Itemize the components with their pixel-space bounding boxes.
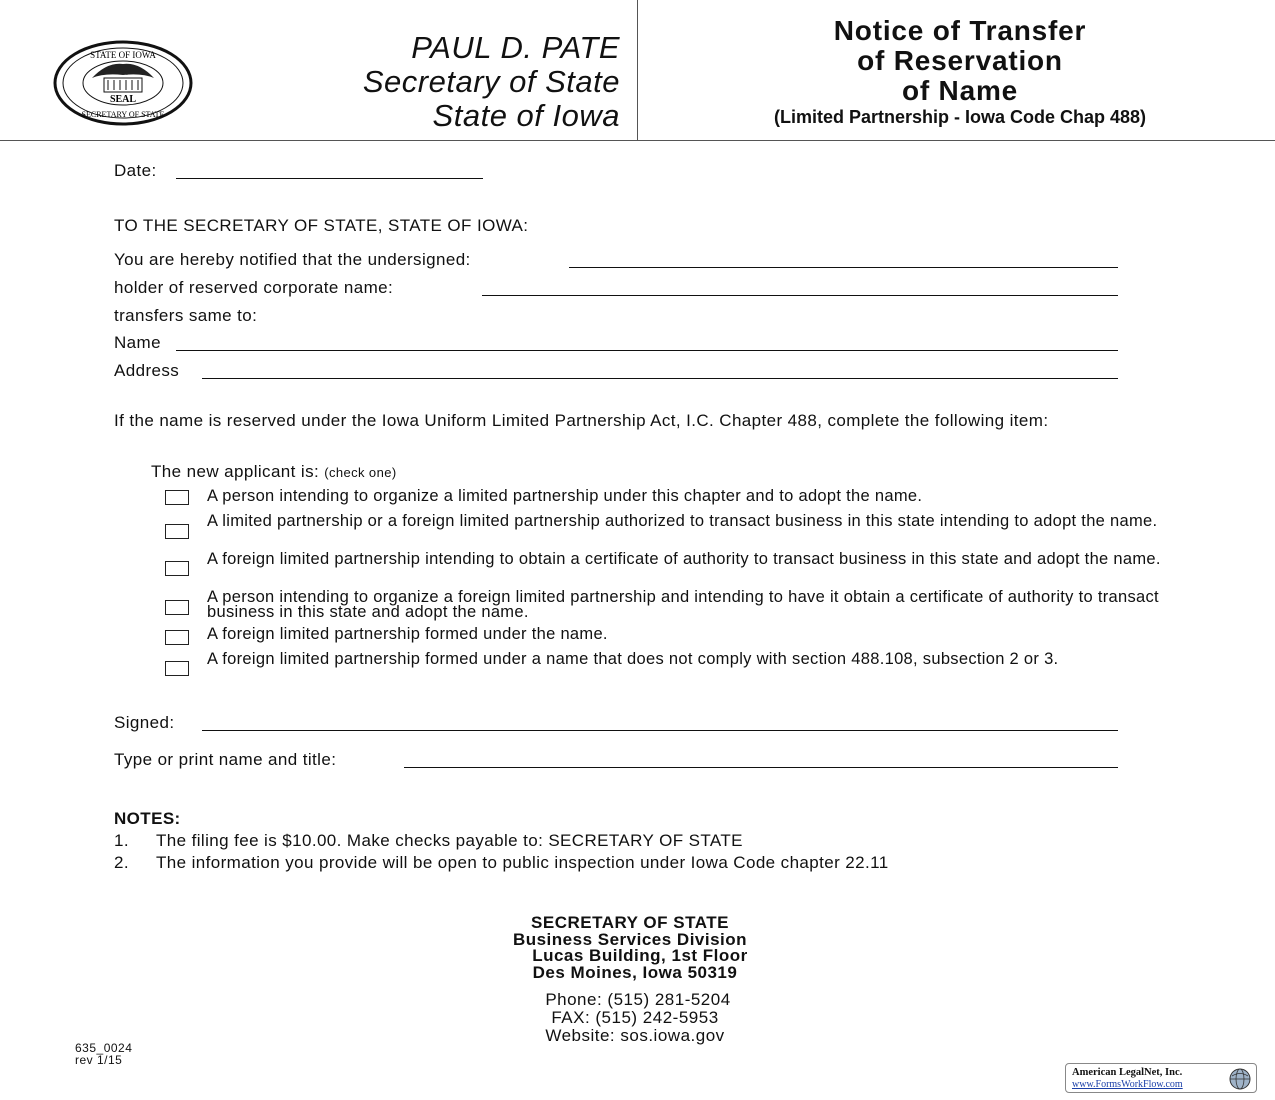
- transferee-address-field[interactable]: [202, 378, 1118, 379]
- state-name: State of Iowa: [432, 98, 620, 133]
- official-name: PAUL D. PATE: [411, 30, 620, 65]
- option-5-label: A foreign limited partnership formed under the name.: [207, 625, 608, 643]
- option-1-label: A person intending to organize a limited partnership under this chapter and to adopt the name.: [207, 487, 923, 505]
- signature-field[interactable]: [202, 730, 1118, 731]
- option-4-label: A person intending to organize a foreign limited partnership and intending to have it obtain a certificate of authority to transact business in this state and adopt the name.: [207, 588, 1159, 621]
- form-title-line-2: of Reservation: [857, 45, 1063, 76]
- holder-label: holder of reserved corporate name:: [114, 278, 394, 297]
- official-title: Secretary of State: [362, 64, 620, 99]
- address-label: Address: [114, 361, 180, 380]
- print-name-field[interactable]: [404, 767, 1118, 768]
- option-4-checkbox[interactable]: [165, 600, 189, 615]
- transferee-name-field[interactable]: [176, 350, 1118, 351]
- option-2-checkbox[interactable]: [165, 524, 189, 539]
- footer-building: Lucas Building, 1st Floor: [532, 946, 748, 965]
- option-1-checkbox[interactable]: [165, 490, 189, 505]
- seal-top-text: STATE OF IOWA: [90, 50, 156, 60]
- form-number: 635_0024: [75, 1041, 133, 1055]
- signed-label: Signed:: [114, 713, 175, 732]
- instruction-text: If the name is reserved under the Iowa Uniform Limited Partnership Act, I.C. Chapter 488, complete the following item:: [114, 411, 1049, 430]
- footer-division: Business Services Division: [512, 930, 748, 949]
- option-3-checkbox[interactable]: [165, 561, 189, 576]
- form-title-line-1: Notice of Transfer: [833, 15, 1087, 46]
- state-seal: [52, 40, 194, 126]
- applicant-label: [151, 462, 397, 482]
- vendor-name: American LegalNet, Inc.: [1072, 1067, 1183, 1078]
- salutation: TO THE SECRETARY OF STATE, STATE OF IOWA:: [114, 216, 529, 235]
- date-field[interactable]: [176, 178, 483, 179]
- form-subtitle: (Limited Partnership - Iowa Code Chap 488): [773, 107, 1147, 127]
- header-divider-vertical: [637, 0, 638, 140]
- form-revision: rev 1/15: [75, 1053, 123, 1067]
- option-3-label: A foreign limited partnership intending to obtain a certificate of authority to transact business in this state and adopt the name.: [207, 550, 1161, 568]
- note-2-text: The information you provide will be open to public inspection under Iowa Code chapter 22.11: [156, 853, 889, 872]
- notified-label: You are hereby notified that the undersigned:: [114, 250, 471, 269]
- option-5-checkbox[interactable]: [165, 630, 189, 645]
- footer-city: Des Moines, Iowa 50319: [532, 963, 738, 982]
- transfers-label: transfers same to:: [114, 306, 258, 325]
- seal-center-text: SEAL: [109, 94, 137, 105]
- footer-office: SECRETARY OF STATE: [531, 913, 729, 932]
- footer-website: Website: sos.iowa.gov: [545, 1026, 725, 1045]
- seal-bottom-text: SECRETARY OF STATE: [81, 110, 165, 119]
- option-6-checkbox[interactable]: [165, 661, 189, 676]
- footer-phone: Phone: (515) 281-5204: [545, 990, 731, 1009]
- name-label: Name: [114, 333, 161, 352]
- form-title-line-3: of Name: [901, 75, 1019, 106]
- option-2-label: A limited partnership or a foreign limited partnership authorized to transact business in this state intending to adopt the name.: [207, 512, 1158, 530]
- undersigned-field[interactable]: [569, 267, 1118, 268]
- vendor-badge: [1065, 1063, 1257, 1093]
- notes-heading: NOTES:: [114, 809, 181, 828]
- note-1-text: The filing fee is $10.00. Make checks payable to: SECRETARY OF STATE: [156, 831, 743, 850]
- note-1-number: 1.: [114, 831, 129, 850]
- applicant-hint: (check one): [324, 465, 397, 480]
- footer-fax: FAX: (515) 242-5953: [551, 1008, 719, 1027]
- applicant-label-text: The new applicant is:: [151, 462, 320, 481]
- note-2-number: 2.: [114, 853, 129, 872]
- globe-icon: [1228, 1067, 1252, 1091]
- header-divider-horizontal: [0, 140, 1275, 141]
- reserved-name-field[interactable]: [482, 295, 1118, 296]
- date-label: Date:: [114, 161, 157, 180]
- option-6-label: A foreign limited partnership formed under a name that does not comply with section 488.108, subsection 2 or 3.: [207, 650, 1059, 668]
- print-name-label: Type or print name and title:: [114, 750, 337, 769]
- vendor-link[interactable]: www.FormsWorkFlow.com: [1072, 1079, 1183, 1090]
